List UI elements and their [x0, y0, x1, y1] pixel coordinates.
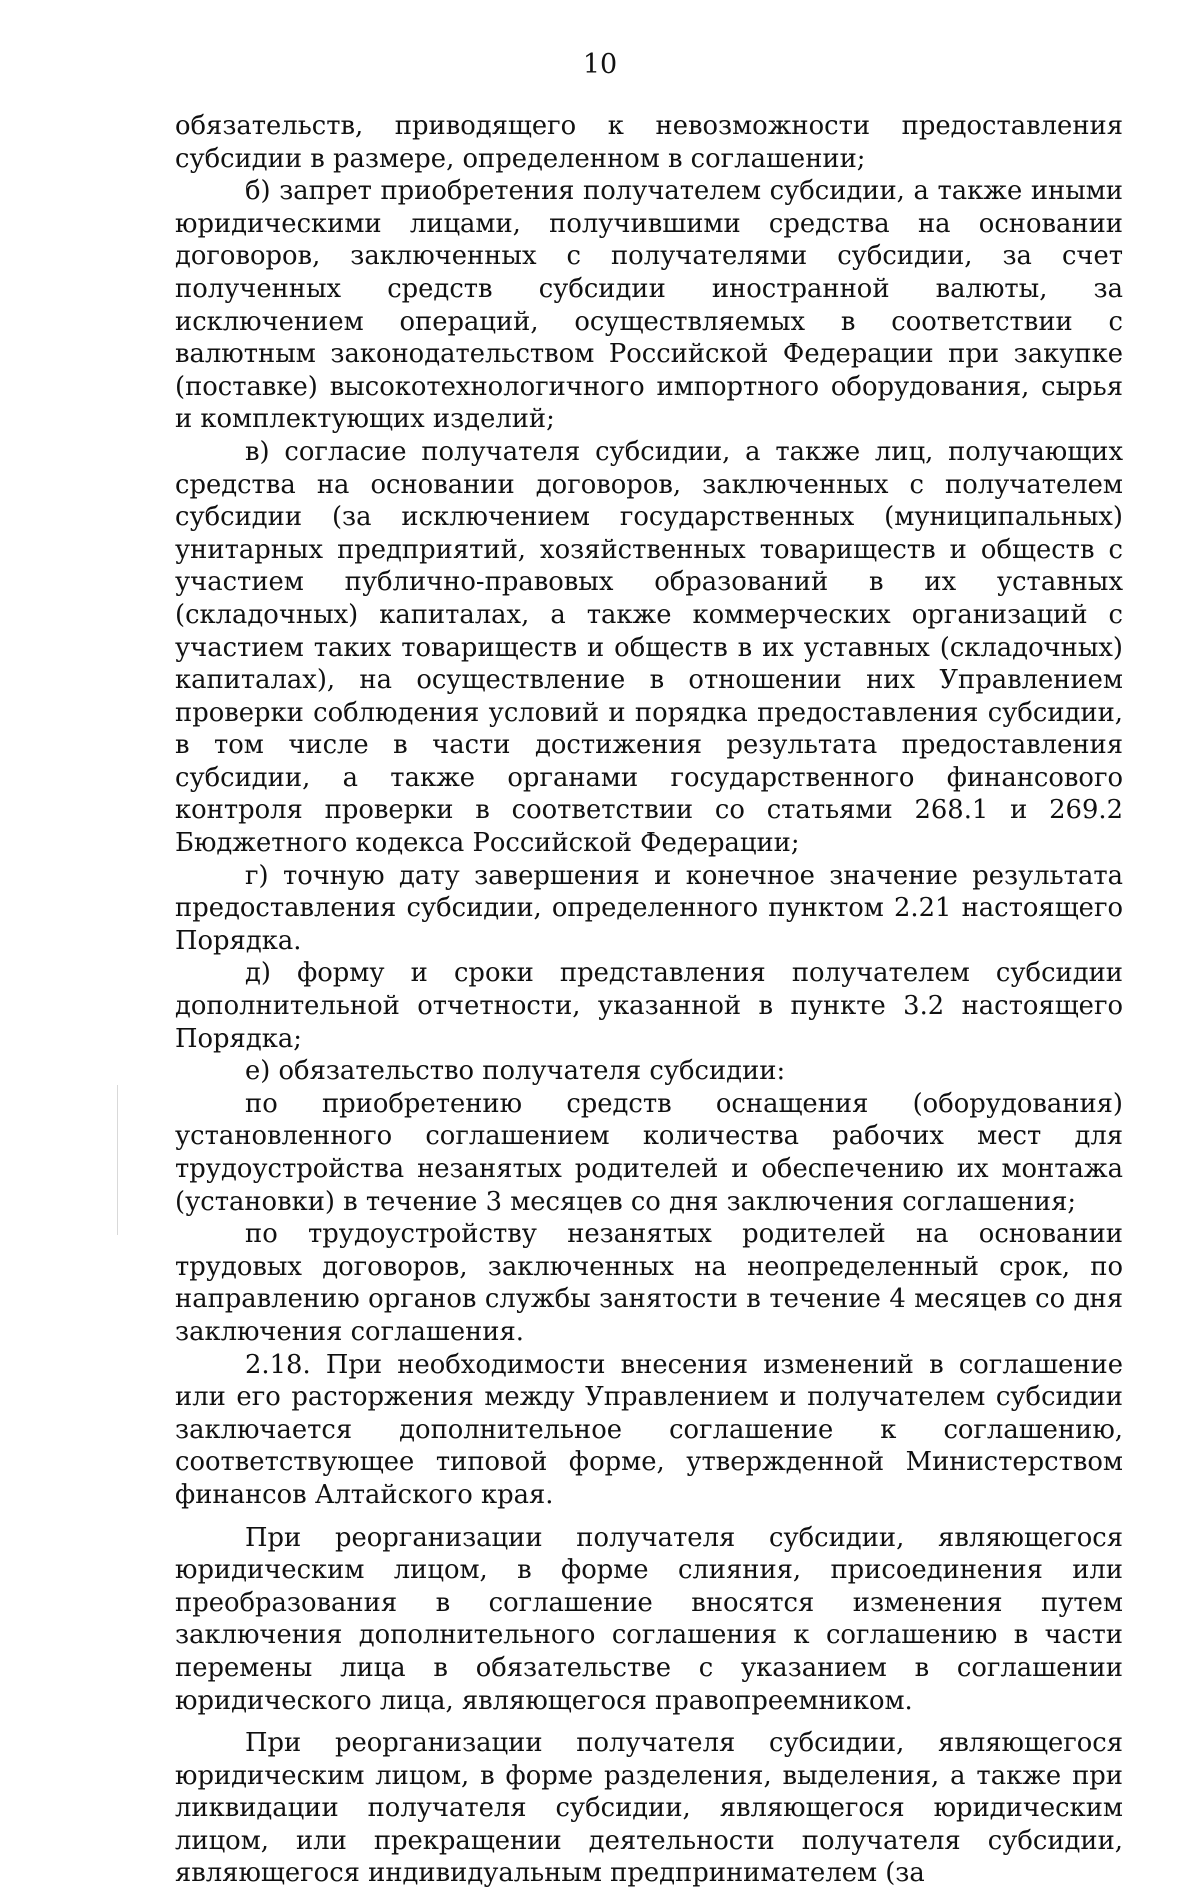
scan-margin-line — [117, 1085, 118, 1235]
paragraph-obligation-equipment: по приобретению средств оснащения (оборудования) установленного соглашением количества рабочих мест для трудоустройства незанятых родителей и обеспечению их монтажа (установки) в течение 3 месяцев со дня заключения соглашения; — [175, 1088, 1123, 1217]
paragraph-reorganization-merger: При реорганизации получателя субсидии, являющегося юридическим лицом, в форме слияния, присоединения или преобразования в соглашение вносятся изменения путем заключения дополнительного соглашения к соглашению в части перемены лица в обязательстве с указанием в соглашении юридического лица, являющегося правопреемником. — [175, 1522, 1123, 1716]
page-number: 10 — [582, 49, 618, 80]
paragraph-continuation: обязательств, приводящего к невозможности предоставления субсидии в размере, определенном в соглашении; — [175, 111, 1123, 174]
paragraph-item-d: д) форму и сроки представления получателем субсидии дополнительной отчетности, указанной в пункте 3.2 настоящего Порядка; — [175, 958, 1123, 1054]
paragraph-obligation-employment: по трудоустройству незанятых родителей на основании трудовых договоров, заключенных на неопределенный срок, по направлению органов службы занятости в течение 4 месяцев со дня заключения соглашения. — [175, 1219, 1123, 1347]
paragraph-item-e: е) обязательство получателя субсидии: — [245, 1056, 786, 1087]
paragraph-item-v: в) согласие получателя субсидии, а также лиц, получающих средства на основании договоров, заключенных с получателем субсидии (за исключением государственных (муниципальных) унитарных предприятий, хозяйственных товариществ и обществ с участием публично-правовых образований в их уставных (складочных) капиталах, а также коммерческих организаций с участием таких товариществ и обществ в их уставных (складочных) капиталах), на осуществление в отношении них Управлением проверки соблюдения условий и порядка предоставления субсидии, в том числе в части достижения результата предоставления субсидии, а также органами государственного финансового контроля проверки в соответствии со статьями 268.1 и 269.2 Бюджетного кодекса Российской Федерации; — [175, 436, 1123, 859]
document-body — [175, 110, 1123, 1890]
paragraph-item-g: г) точную дату завершения и конечное значение результата предоставления субсидии, определенного пунктом 2.21 настоящего Порядка. — [175, 860, 1123, 956]
paragraph-reorganization-division: При реорганизации получателя субсидии, являющегося юридическим лицом, в форме разделения, выделения, а также при ликвидации получателя субсидии, являющегося юридическим лицом, или прекращении деятельности получателя субсидии, являющегося индивидуальным предпринимателем (за — [175, 1728, 1123, 1889]
paragraph-item-b: б) запрет приобретения получателем субсидии, а также иными юридическими лицами, получившими средства на основании договоров, заключенных с получателями субсидии, за счет полученных средств субсидии иностранной валюты, за исключением операций, осуществляемых в соответствии с валютным законодательством Российской Федерации при закупке (поставке) высокотехнологичного импортного оборудования, сырья и комплектующих изделий; — [175, 176, 1123, 435]
paragraph-section-2-18: 2.18. При необходимости внесения изменений в соглашение или его расторжения между Управлением и получателем субсидии заключается дополнительное соглашение к соглашению, соответствующее типовой форме, утвержденной Министерством финансов Алтайского края. — [175, 1349, 1123, 1510]
